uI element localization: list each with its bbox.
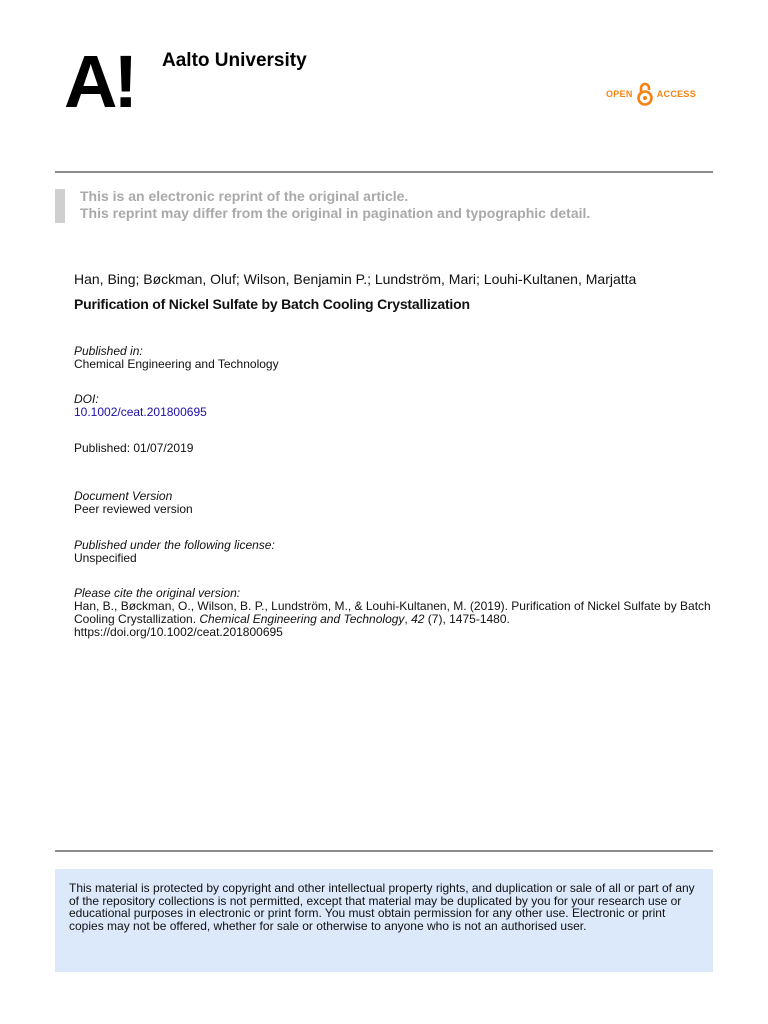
document-version-label: Document Version bbox=[74, 489, 173, 503]
reprint-notice-line1: This is an electronic reprint of the original article. bbox=[80, 188, 409, 204]
bottom-divider bbox=[55, 850, 713, 852]
citation-authors-title: Han, B., Bøckman, O., Wilson, B. P., Lundström, M., & Louhi-Kultanen, M. (2019). Purification of Nickel Sulfate by Batch Cooling Crystallization. bbox=[74, 599, 711, 626]
citation-block bbox=[74, 587, 714, 639]
top-divider bbox=[55, 171, 713, 173]
citation-pages: (7), 1475-1480. bbox=[424, 612, 510, 626]
copyright-notice: This material is protected by copyright and other intellectual property rights, and duplication or sale of all or part of any of the repository collections is not permitted, except that material may be duplicated by you for your research use or educational purposes in electronic or print form. You must obtain permission for any other use. Electronic or print copies may not be offered, whether for sale or otherwise to anyone who is not an authorised user. bbox=[55, 869, 713, 972]
document-version-value: Peer reviewed version bbox=[74, 502, 193, 516]
document-version-block bbox=[74, 490, 193, 516]
published-in-value: Chemical Engineering and Technology bbox=[74, 357, 279, 371]
published-date: Published: 01/07/2019 bbox=[74, 441, 194, 455]
published-in-label: Published in: bbox=[74, 344, 143, 358]
open-access-lock-icon bbox=[636, 82, 654, 106]
citation-volume: 42 bbox=[411, 612, 425, 626]
open-access-left-text: OPEN bbox=[606, 89, 633, 99]
notice-bar bbox=[55, 189, 65, 223]
citation-label: Please cite the original version: bbox=[74, 586, 241, 600]
doi-block bbox=[74, 393, 207, 419]
citation-text bbox=[74, 599, 711, 626]
open-access-badge bbox=[606, 82, 696, 106]
license-label: Published under the following license: bbox=[74, 538, 275, 552]
license-value: Unspecified bbox=[74, 551, 137, 565]
open-access-right-text: ACCESS bbox=[656, 89, 697, 99]
license-block bbox=[74, 539, 275, 565]
doi-link[interactable]: 10.1002/ceat.201800695 bbox=[74, 405, 207, 419]
citation-journal: Chemical Engineering and Technology bbox=[199, 612, 405, 626]
aalto-logo-mark: A! bbox=[64, 40, 135, 123]
published-in-block bbox=[74, 345, 279, 371]
article-authors: Han, Bing; Bøckman, Oluf; Wilson, Benjamin P.; Lundström, Mari; Louhi-Kultanen, Marjatta bbox=[74, 271, 637, 287]
citation-url[interactable]: https://doi.org/10.1002/ceat.201800695 bbox=[74, 625, 283, 639]
reprint-notice-line2: This reprint may differ from the original in pagination and typographic detail. bbox=[80, 205, 591, 221]
doi-label: DOI: bbox=[74, 392, 99, 406]
article-title: Purification of Nickel Sulfate by Batch Cooling Crystallization bbox=[74, 296, 470, 312]
citation-sep: , bbox=[404, 612, 412, 626]
aalto-logo-text: Aalto University bbox=[162, 50, 307, 71]
reprint-notice bbox=[80, 188, 590, 222]
